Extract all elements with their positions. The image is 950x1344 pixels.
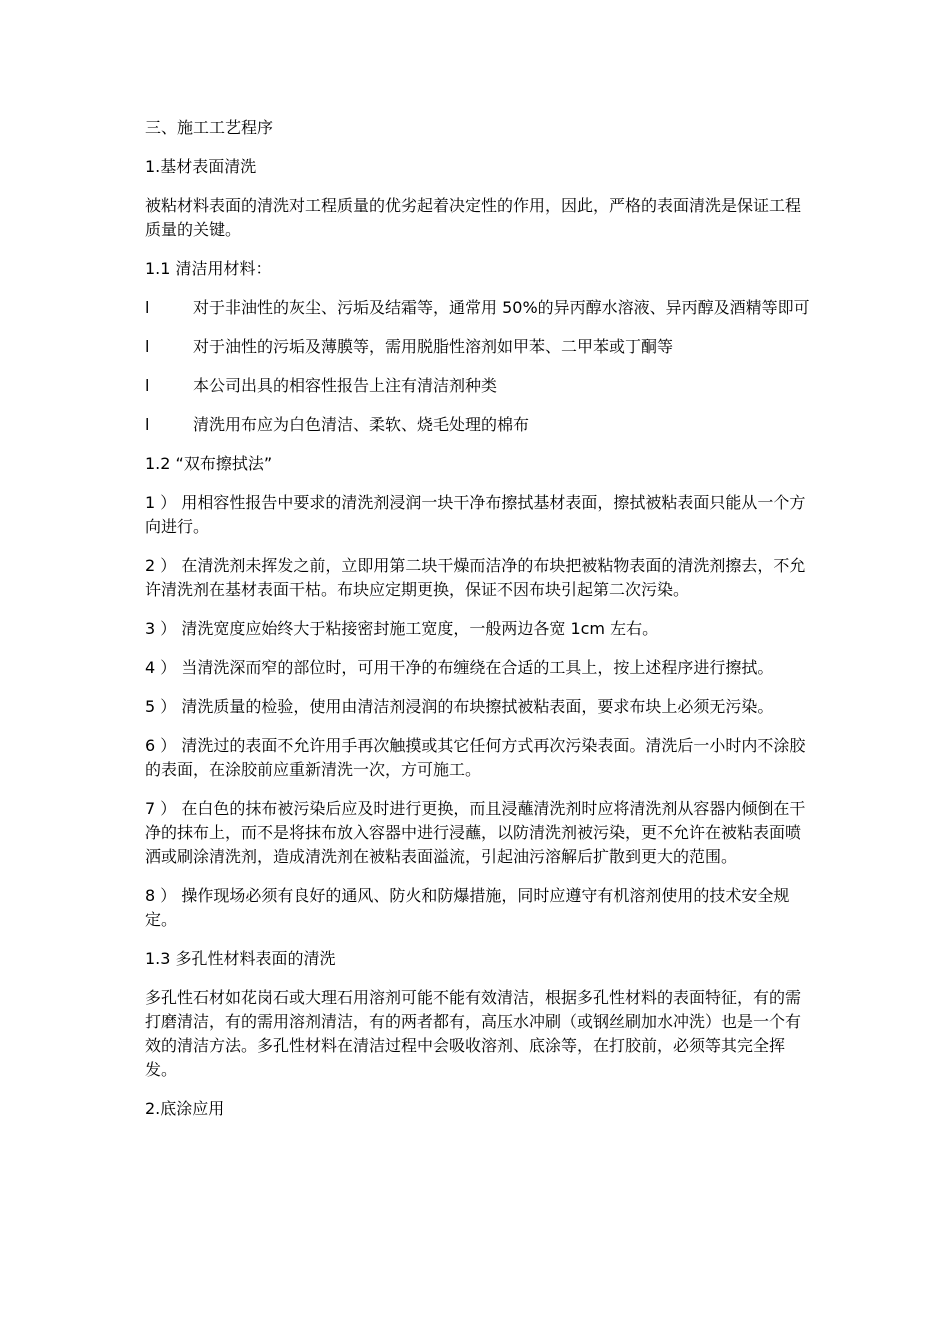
subsection-heading-1-1: 1.1 清洁用材料：	[145, 259, 272, 278]
step-item: 1 ） 用相容性报告中要求的清洗剂浸润一块干净布擦拭基材表面，擦拭被粘表面只能从一个方向进行。	[145, 493, 806, 536]
step-item: 4 ） 当清洗深而窄的部位时，可用干净的布缠绕在合适的工具上，按上述程序进行擦拭。	[145, 658, 774, 677]
bullet-text: 对于非油性的灰尘、污垢及结霜等，通常用 50%的异丙醇水溶液、异丙醇及酒精等即可	[193, 298, 810, 317]
subsection-heading-2: 2.底涂应用	[145, 1099, 225, 1118]
bullet-mark: l	[145, 298, 150, 317]
bullet-item	[145, 374, 810, 398]
step-item: 3 ） 清洗宽度应始终大于粘接密封施工宽度，一般两边各宽 1cm 左右。	[145, 619, 659, 638]
subsection-heading-1-3: 1.3 多孔性材料表面的清洗	[145, 949, 336, 968]
bullet-text: 对于油性的污垢及薄膜等，需用脱脂性溶剂如甲苯、二甲苯或丁酮等	[193, 337, 674, 356]
bullet-mark: l	[145, 337, 150, 356]
porous-paragraph: 多孔性石材如花岗石或大理石用溶剂可能不能有效清洁，根据多孔性材料的表面特征，有的需打磨清洁，有的需用溶剂清洁，有的两者都有，高压水冲刷（或钢丝刷加水冲洗）也是一个有效的清洁方法。多孔性材料在清洁过程中会吸收溶剂、底涂等，在打胶前，必须等其完全挥发。	[145, 988, 802, 1079]
section-heading: 三、施工工艺程序	[145, 118, 274, 137]
bullet-item	[145, 413, 810, 437]
bullet-text: 清洗用布应为白色清洁、柔软、烧毛处理的棉布	[193, 415, 530, 434]
bullet-item	[145, 335, 810, 359]
bullet-mark: l	[145, 376, 150, 395]
document-page	[145, 116, 810, 1136]
step-item: 6 ） 清洗过的表面不允许用手再次触摸或其它任何方式再次污染表面。清洗后一小时内不涂胶的表面，在涂胶前应重新清洗一次，方可施工。	[145, 736, 806, 779]
bullet-mark: l	[145, 415, 150, 434]
subsection-heading-1: 1.基材表面清洗	[145, 157, 257, 176]
step-item: 5 ） 清洗质量的检验，使用由清洁剂浸润的布块擦拭被粘表面，要求布块上必须无污染。	[145, 697, 774, 716]
subsection-heading-1-2: 1.2 “双布擦拭法”	[145, 454, 273, 473]
bullet-text: 本公司出具的相容性报告上注有清洁剂种类	[193, 376, 498, 395]
intro-paragraph: 被粘材料表面的清洗对工程质量的优劣起着决定性的作用，因此，严格的表面清洗是保证工程质量的关键。	[145, 196, 802, 239]
step-item: 8 ） 操作现场必须有良好的通风、防火和防爆措施，同时应遵守有机溶剂使用的技术安全规定。	[145, 886, 790, 929]
step-item: 2 ） 在清洗剂未挥发之前，立即用第二块干燥而洁净的布块把被粘物表面的清洗剂擦去，不允许清洗剂在基材表面干枯。布块应定期更换，保证不因布块引起第二次污染。	[145, 556, 806, 599]
bullet-item	[145, 296, 810, 320]
step-item: 7 ） 在白色的抹布被污染后应及时进行更换，而且浸蘸清洗剂时应将清洗剂从容器内倾倒在干净的抹布上，而不是将抹布放入容器中进行浸蘸，以防清洗剂被污染，更不允许在被粘表面喷洒或刷涂清洗剂，造成清洗剂在被粘表面溢流，引起油污溶解后扩散到更大的范围。	[145, 799, 806, 866]
